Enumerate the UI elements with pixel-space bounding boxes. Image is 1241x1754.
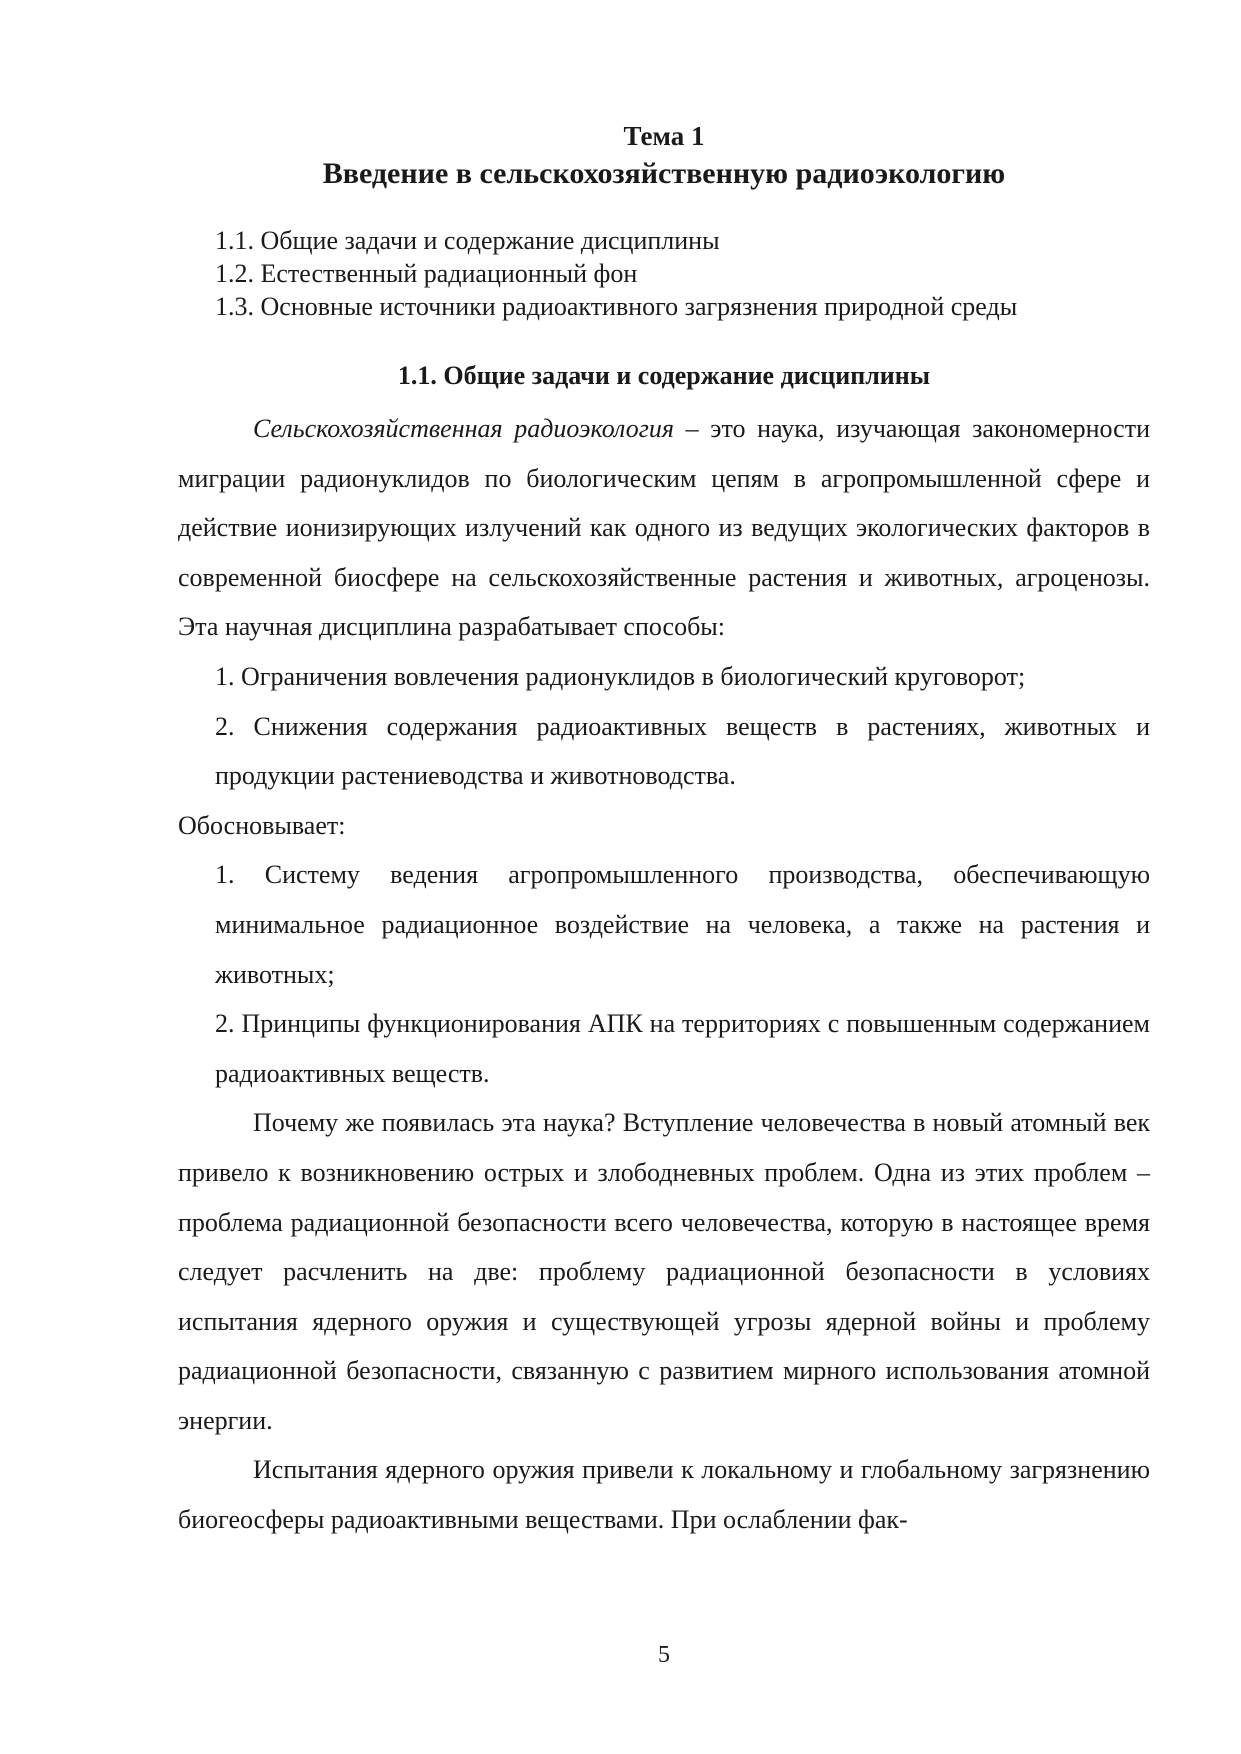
justifies-list-item: 1. Систему ведения агропромышленного производства, обеспечивающую минимальное радиационное воздействие на человека, а также на растения и животных;: [215, 860, 1150, 989]
methods-list-item: 1. Ограничения вовлечения радионуклидов в биологический круговорот;: [215, 661, 1026, 691]
justifies-list-item: 2. Принципы функционирования АПК на территориях с повышенным содержанием радиоактивных веществ.: [215, 1009, 1150, 1088]
paragraph-tests: Испытания ядерного оружия привели к локальному и глобальному загрязнению биогеосферы радиоактивными веществами. При ослаблении фак-: [178, 1455, 1150, 1535]
justifies-label: Обосновывает:: [178, 810, 346, 840]
methods-list-item: 2. Снижения содержания радиоактивных веществ в растениях, животных и продукции растениеводства и животноводства.: [215, 711, 1150, 791]
definition-paragraph: [178, 404, 1150, 652]
paragraph-why: Почему же появилась эта наука? Вступление человечества в новый атомный век привело к возникновению острых и злободневных проблем. Одна из этих проблем – проблема радиационной безопасности всего человечества, которую в настоящее время следует расчленить на две: проблему радиационной безопасности в условиях испытания ядерного оружия и существующей угрозы ядерной войны и проблему радиационной безопасности, связанную с развитием мирного использования атомной энергии.: [178, 1108, 1150, 1435]
toc-item: 1.1. Общие задачи и содержание дисциплины: [215, 226, 720, 255]
section-heading: 1.1. Общие задачи и содержание дисциплины: [397, 361, 931, 390]
document-page: [178, 0, 1150, 1754]
page-title: Введение в сельскохозяйственную радиоэкологию: [322, 157, 1006, 190]
table-of-contents: [215, 224, 1150, 323]
toc-item: 1.3. Основные источники радиоактивного загрязнения природной среды: [215, 292, 1018, 321]
page-number: 5: [658, 1642, 670, 1668]
definition-text: – это наука, изучающая закономерности миграции радионуклидов по биологическим цепям в агропромышленной сфере и действие ионизирующих излучений как одного из ведущих экологических факторов в современной биосфере на сельскохозяйственные растения и животных, агроценозы. Эта научная дисциплина разрабатывает способы:: [178, 414, 1150, 642]
definition-term: Сельскохозяйственная радиоэкология: [253, 414, 674, 443]
body-text: [178, 404, 1150, 1545]
topic-label: Тема 1: [623, 121, 705, 151]
toc-item: 1.2. Естественный радиационный фон: [215, 259, 638, 288]
